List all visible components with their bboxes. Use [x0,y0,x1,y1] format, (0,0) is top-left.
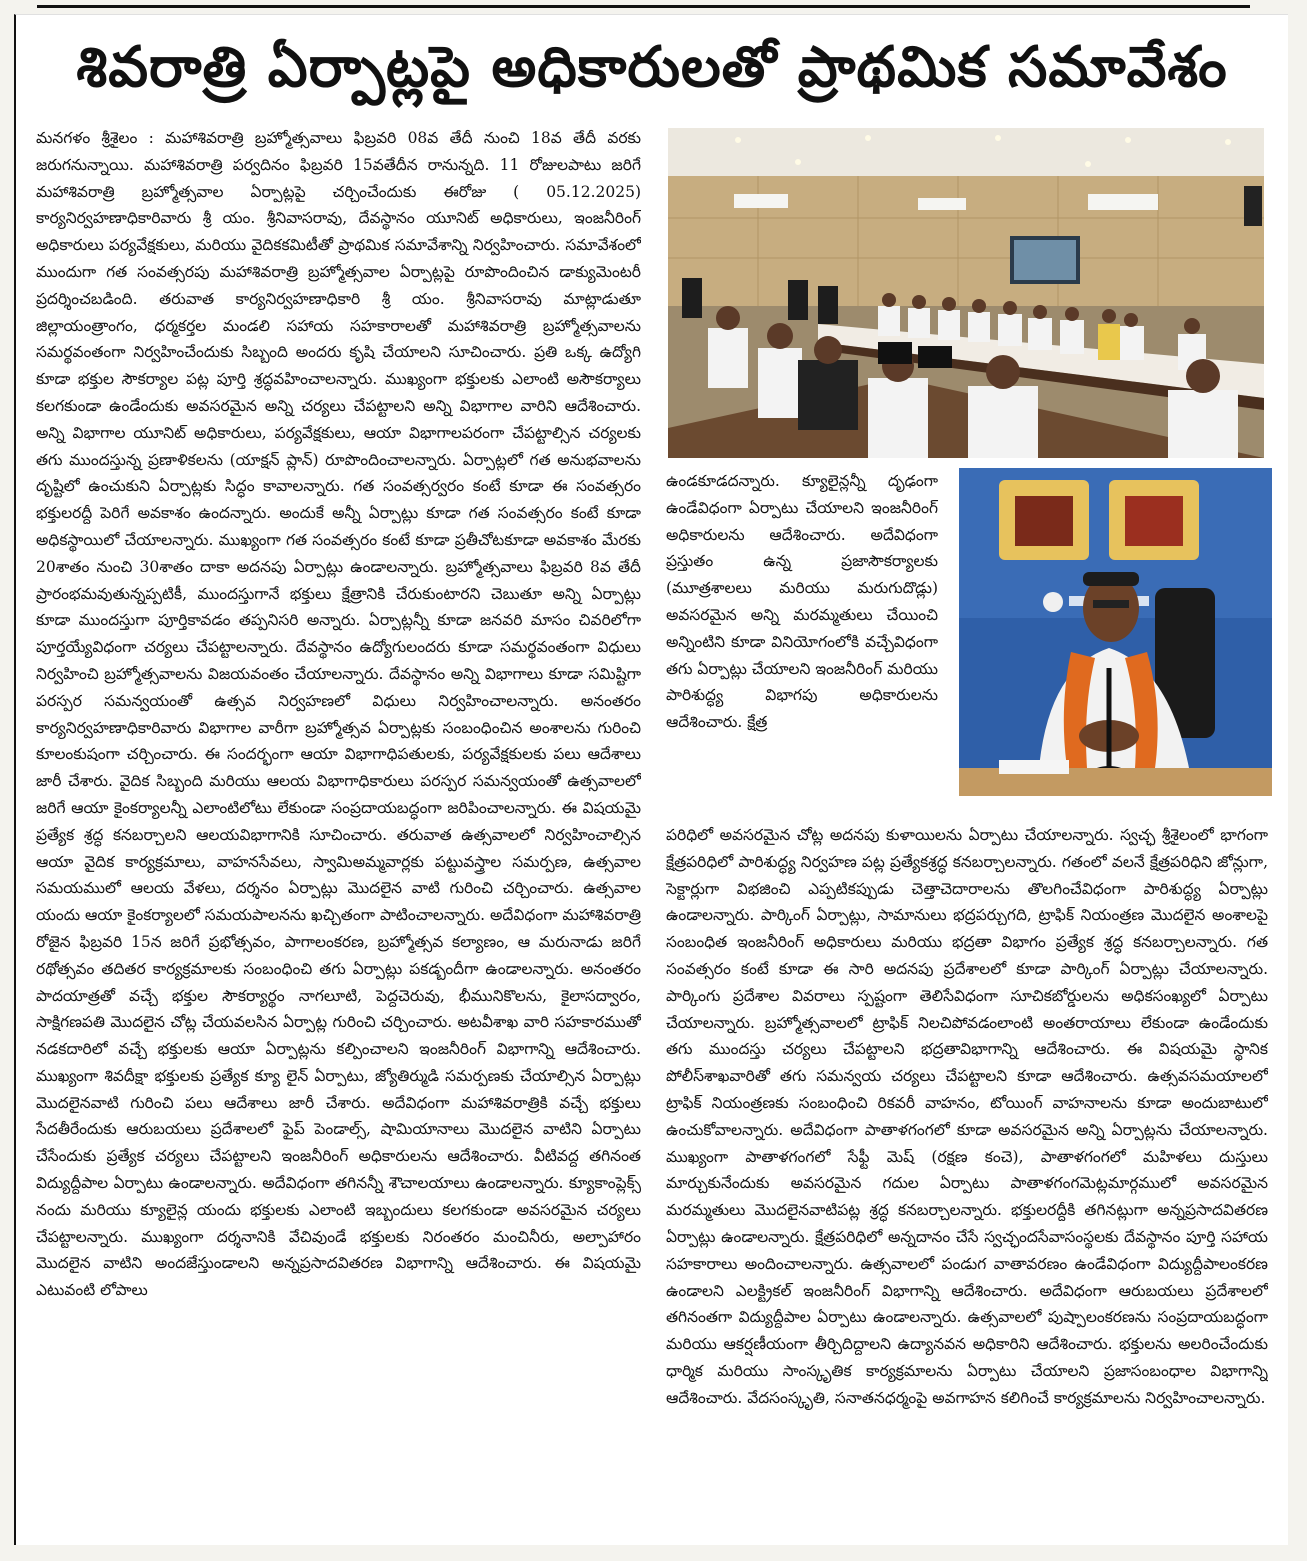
headline: శివరాత్రి ఏర్పాట్లపై అధికారులతో ప్రాథమిక సమావేశం [76,35,1228,100]
top-rule [37,5,1250,8]
article-column-right-narrow: ఉండకూడదన్నారు. క్యూలైన్లన్నీ దృఢంగా ఉండేవిధంగా ఏర్పాటు చేయాలని ఇంజనీరింగ్ అధికారులను ఆదేశించారు. అదేవిధంగా ప్రస్తుతం ఉన్న ప్రజాసౌకర్యాలకు (మూత్రశాలలు మరియు మరుగుదొడ్లు) అవసరమైన అన్ని మరమ్మతులు చేయించి అన్నింటిని కూడా వినియోగంలోకి వచ్చేవిధంగా తగు ఏర్పాట్లు చేయాలని ఇంజనీరింగ్ మరియు పారిశుద్ధ్య విభాగపు అధికారులను ఆదేశించారు. క్షేత్ర [666,472,938,732]
meeting-photo [668,128,1264,458]
officer-photo [959,468,1272,796]
article-column-left: మనగళం శ్రీశైలం : మహాశివరాత్రి బ్రహ్మోత్సవాలు ఫిబ్రవరి 08వ తేదీ నుంచి 18వ తేదీ వరకు జరుగనున్నాయి. మహాశివరాత్రి పర్వదినం ఫిబ్రవరి 15వతేదీన రానున్నది. 11 రోజులపాటు జరిగే మహాశివరాత్రి బ్రహ్మోత్సవాల ఏర్పాట్లపై చర్చించేందుకు ఈరోజు ( 05.12.2025) కార్యనిర్వహణాధికారివారు శ్రీ యం. శ్రీనివాసరావు, దేవస్థానం యూనిట్ అధికారులు, ఇంజనీరింగ్ అధికారులు పర్యవేక్షకులు, మరియు వైదికకమిటీతో ప్రాథమిక సమావేశాన్ని నిర్వహించారు. సమావేశంలో ముందుగా గత సంవత్సరపు మహాశివరాత్రి బ్రహ్మోత్సవాల ఏర్పాట్లపై రూపొందించిన డాక్యుమెంటరీ ప్రదర్శించబడింది. తరువాత కార్యనిర్వహణాధికారి శ్రీ యం. శ్రీనివాసరావు మాట్లాడుతూ జిల్లాయంత్రాంగం, ధర్మకర్తల మండలి సహాయ సహకారాలతో మహాశివరాత్రి బ్రహ్మోత్సవాలను సమర్థవంతంగా నిర్వహించేందుకు సిబ్బంది అందరు కృషి చేయాలని సూచించారు. ప్రతి ఒక్క ఉద్యోగి కూడా భక్తుల సౌకర్యాల పట్ల పూర్తి శ్రద్ధవహించాలన్నారు. ముఖ్యంగా భక్తులకు ఎలాంటి అసౌకర్యాలు కలగకుండా ఉండేందుకు అవసరమైన అన్ని చర్యలు చేపట్టాలని అన్ని విభాగాల వారిని ఆదేశించారు. అన్ని విభాగాల యూనిట్ అధికారులు, పర్యవేక్షకులు, ఆయా విభాగాలపరంగా చేపట్టాల్సిన చర్యలకు తగు ముందస్తున్న ప్రణాళికలను (యాక్షన్ ప్లాన్) రూపొందించాలన్నారు. ఏర్పాట్లలో గత అనుభవాలను దృష్టిలో ఉంచుకుని ఏర్పాట్లకు సిద్ధం కావాలన్నారు. గత సంవత్సర్వరం కంటే కూడా ఈ సంవత్సరం భక్తులరద్దీ పెరిగే అవకాశం ఉందన్నారు. అందుకే అన్నీ ఏర్పాట్లు కూడా గత సంవత్సరం కంటే కూడా అధికస్థాయిలో చేయాలన్నారు. ముఖ్యంగా గత సంవత్సరం కంటే కూడా ప్రతీచోటకూడా అవకాశం మేరకు 20శాతం నుంచి 30శాతం దాకా అదనపు ఏర్పాట్లు ఉండాలన్నారు. బ్రహ్మోత్సవాలు ఫిబ్రవరి 8వ తేదీ ప్రారంభమవుతున్నప్పటికీ, ముందస్తుగానే భక్తులు క్షేత్రానికి చేరుకుంటారని చెబుతూ అన్ని ఏర్పాట్లు కూడా ముందస్తుగా పూర్తికావడం తప్పనిసరి అన్నారు. ఏర్పాట్లన్నీ కూడా జనవరి మాసం చివరిలోగా పూర్తయ్యేవిధంగా చర్యలు చేపట్టాలన్నారు. దేవస్థానం ఉద్యోగులందరు కూడా సమర్థవంతంగా విధులు నిర్వహించి బ్రహ్మోత్సవాలను విజయవంతం చేయాలన్నారు. దేవస్థానం అన్ని విభాగాలు కూడా సమిష్టిగా పరస్పర సమన్వయంతో ఉత్సవ నిర్వహణలో విధులు నిర్వహించాలన్నారు. అనంతరం కార్యనిర్వహణాధికారివారు విభాగాల వారీగా బ్రహ్మోత్సవ ఏర్పాట్లకు సంబంధించిన అంశాలను గురించి కూలంకుషంగా చర్చించారు. ఈ సందర్భంగా ఆయా విభాగాధిపతులకు, పర్యవేక్షకులకు పలు ఆదేశాలు జారీ చేశారు. వైదిక సిబ్బంది మరియు ఆలయ విభాగాధికారులు పరస్పర సమన్వయంతో ఉత్సవాలలో జరిగే ఆయా కైంకర్యాలన్నీ ఎలాంటిలోటు లేకుండా సంప్రదాయబద్ధంగా జరిపించాలన్నారు. ఈ విషయమై ప్రత్యేక శ్రద్ధ కనబర్చాలని ఆలయవిభాగానికి సూచించారు. తరువాత ఉత్సవాలలో నిర్వహించాల్సిన ఆయా వైదిక కార్యక్రమాలు, వాహనసేవలు, స్వామిఅమ్మవార్లకు పట్టువస్త్రాల సమర్పణ, ఉత్సవాల సమయములో ఆలయ వేళలు, దర్శనం ఏర్పాట్లు మొదలైన వాటి గురించి చర్చించారు. ఉత్సవాల యందు ఆయా కైంకర్యాలలో సమయపాలనను ఖచ్చితంగా పాటించాలన్నారు. అదేవిధంగా మహాశివరాత్రి రోజైన ఫిబ్రవరి 15న జరిగే ప్రభోత్సవం, పాగాలంకరణ, బ్రహ్మోత్సవ కల్యాణం, ఆ మరునాడు జరిగే రథోత్సవం తదితర కార్యక్రమాలకు సంబంధించి తగు ఏర్పాట్లు పకడ్బందీగా ఉండాలన్నారు. అనంతరం పాదయాత్రతో వచ్చే భక్తుల సౌకర్యార్థం నాగలూటి, పెద్దచెరువు, భీమునికొలను, కైలాసద్వారం, సాక్షిగణపతి మొదలైన చోట్ల చేయవలసిన ఏర్పాట్ల గురించి చర్చించారు. అటవీశాఖ వారి సహకారముతో నడకదారిలో వచ్చే భక్తులకు ఆయా ఏర్పాట్లను కల్పించాలని ఇంజనీరింగ్ విభాగాన్ని ఆదేశించారు. ముఖ్యంగా శివదీక్షా భక్తులకు ప్రత్యేక క్యూ లైన్ ఏర్పాటు, జ్యోతిర్ముడి సమర్పణకు చేయాల్సిన ఏర్పాట్లు మొదలైనవాటి గురించి పలు ఆదేశాలు జారీ చేశారు. అదేవిధంగా మహాశివరాత్రికి వచ్చే భక్తులు సేదతీరేందుకు ఆరుబయలు ప్రదేశాలలో ఫైప్ పెండాల్స్, షామియానాలు మొదలైన వాటిని ఏర్పాటు చేసేందుకు ప్రత్యేక చర్యలు చేపట్టాలని ఇంజనీరింగ్ అధికారులను ఆదేశించారు. వీటివద్ద తగినంత విద్యుద్దీపాల ఏర్పాటు ఉండాలన్నారు. అదేవిధంగా తగినన్నీ శౌచాలయాలు ఉండాలన్నారు. క్యూకాంప్లెక్స్ నందు మరియు క్యూలైన్ల యందు భక్తులకు ఎలాంటి ఇబ్బందులు కలగకుండా అవసరమైన చర్యలు చేపట్టాలన్నారు. ముఖ్యంగా దర్శనానికి వేచివుండే భక్తులకు నిరంతరం మంచినీరు, అల్పాహారం మొదలైన వాటిని అందజేస్తుండాలని అన్నప్రసాదవితరణ విభాగాన్ని ఆదేశించారు. ఈ విషయమై ఎటువంటి లోపాలు [36,129,641,1300]
article-column-right-bottom: పరిధిలో అవసరమైన చోట్ల అదనపు కుళాయిలను ఏర్పాటు చేయాలన్నారు. స్వచ్ఛ శ్రీశైలంలో భాగంగా క్షేత్రపరిధిలో పారిశుద్ధ్య నిర్వహణ పట్ల ప్రత్యేకశ్రద్ధ కనబర్చాలన్నారు. గతంలో వలనే క్షేత్రపరిధిని జోన్లుగా, సెక్టార్లుగా విభజించి ఎప్పటికప్పుడు చెత్తాచెదారాలను తొలగించేవిధంగా పారిశుద్ధ్య ఏర్పాట్లు ఉండాలన్నారు. పార్కింగ్ ఏర్పాట్లు, సామానులు భద్రపర్చుగది, ట్రాఫిక్ నియంత్రణ మొదలైన అంశాలపై సంబంధిత ఇంజనీరింగ్ అధికారులు మరియు భద్రతా విభాగం ప్రత్యేక శ్రద్ధ కనబర్చాలన్నారు. గత సంవత్సరం కంటే కూడా ఈ సారి అదనపు ప్రదేశాలలో కూడా పార్కింగ్ ఏర్పాట్లు చేయాలన్నారు. పార్కింగు ప్రదేశాల వివరాలు స్పష్టంగా తెలిసేవిధంగా సూచికబోర్డులను అధికసంఖ్యలో ఏర్పాటు చేయాలన్నారు. బ్రహ్మోత్సవాలలో ట్రాఫిక్ నిలచిపోవడంలాంటి అంతరాయాలు లేకుండా ఉండేందుకు తగు ముందస్తు చర్యలు చేపట్టాలని భద్రతావిభాగాన్ని ఆదేశించారు. ఈ విషయమై స్థానిక పోలీస్‌శాఖవారితో తగు సమన్వయ చర్యలు చేపట్టాలని కూడా ఆదేశించారు. ఉత్సవసమయాలలో ట్రాఫిక్ నియంత్రణకు సంబంధించి రికవరీ వాహనం, టోయింగ్ వాహనాలను కూడా అందుబాటులో ఉంచుకోవాలన్నారు. అదేవిధంగా పాతాళగంగలో కూడా అవసరమైన అన్ని ఏర్పాట్లను చేయాలన్నారు. ముఖ్యంగా పాతాళగంగలో సేఫ్టీ మెష్ (రక్షణ కంచె), పాతాళగంగలో మహిళలు దుస్తులు మార్చుకునేందుకు అవసరమైన గదుల ఏర్పాటు పాతాళగంగమెట్లమార్గములో అవసరమైన మరమ్మతులు మొదలైనవాటిపట్ల శ్రద్ధ కనబర్చాలన్నారు. భక్తులరద్దీకి తగినట్లుగా అన్నప్రసాదవితరణ ఏర్పాట్లు ఉండాలన్నారు. క్షేత్రపరిధిలో అన్నదానం చేసే స్వచ్ఛందసేవాసంస్థలకు దేవస్థానం పూర్తి సహాయ సహకారాలు అందించాలన్నారు. ఉత్సవాలలో పండుగ వాతావరణం ఉండేవిధంగా విద్యుద్దీపాలంకరణ ఉండాలని ఎలక్ట్రికల్ ఇంజనీరింగ్ విభాగాన్ని ఆదేశించారు. అదేవిధంగా ఆరుబయలు ప్రదేశాలలో తగినంతగా విద్యుద్దీపాల ఏర్పాటు ఉండాలన్నారు. ఉత్సవాలలో పుష్పాలంకరణను సంప్రదాయబద్ధంగా మరియు ఆకర్షణీయంగా తీర్చిదిద్దాలని ఉద్యానవన అధికారిని ఆదేశించారు. భక్తులను అలరించేందుకు ధార్మిక మరియు సాంస్కృతిక కార్యక్రమాలను ఏర్పాటు చేయాలని ప్రజాసంబంధాల విభాగాన్ని ఆదేశించారు. వేదసంస్కృతి, సనాతనధర్మంపై అవగాహన కలిగించే కార్యక్రమాలను నిర్వహించాలన్నారు. [666,826,1268,1407]
